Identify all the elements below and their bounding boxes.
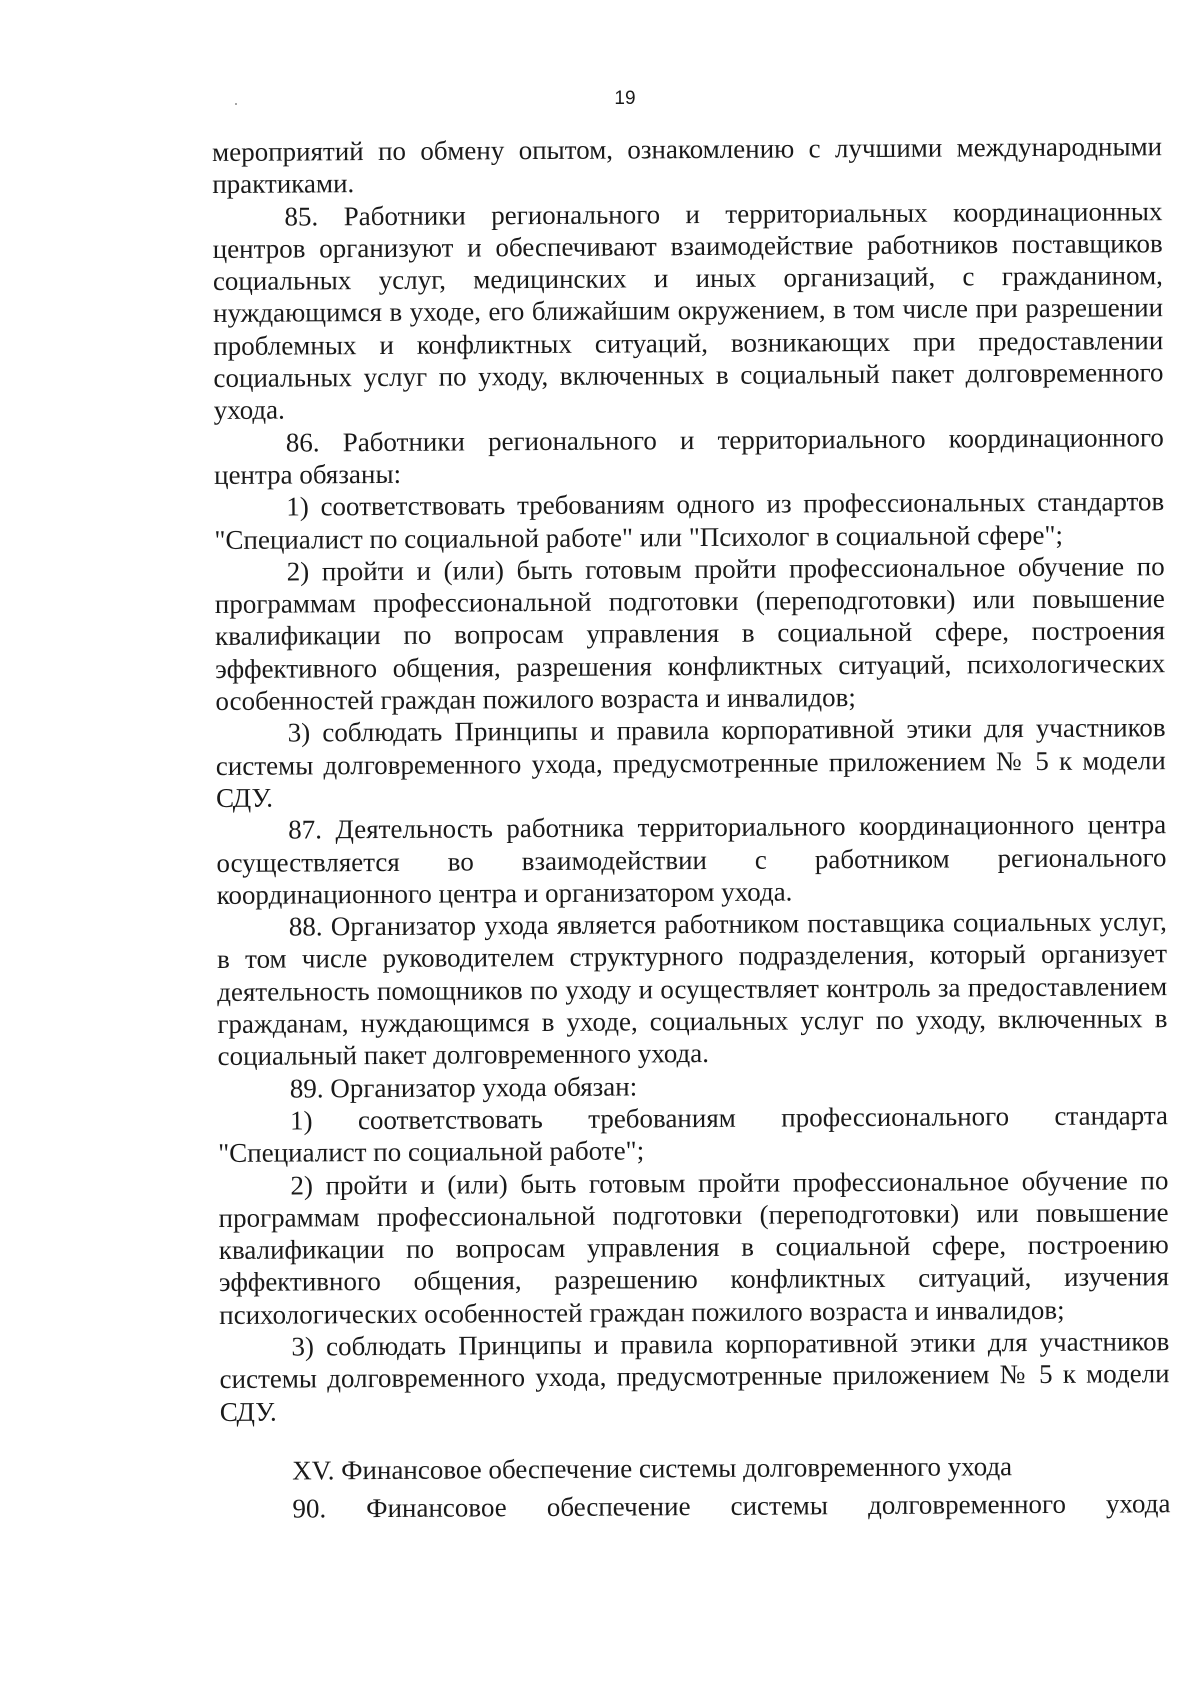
paragraph-88: 88. Организатор ухода является работником поставщика социальных услуг, в том числе руководителем структурного подразделения, который организует деятельность помощников по уходу и осуществляет контроль за предоставлением гражданам, нуждающимся в уходе, социальных услуг по уходу, включенных в социальный пакет долговременного ухода. (216, 906, 1168, 1072)
section-heading: XV. Финансовое обеспечение системы долговременного ухода (292, 1451, 1013, 1486)
page-number: 19 (614, 88, 636, 109)
paragraph-continuation: мероприятий по обмену опытом, ознакомлению с лучшими международными практиками. (212, 131, 1163, 200)
paragraph-85: 85. Работники регионального и территориальных координационных центров организуют и обеспечивают взаимодействие работников поставщиков социальных услуг, медицинских и иных организаций, с гражданином, нуждающимся в уходе, его ближайшим окружением, в том числе при разрешении проблемных и конфликтных ситуаций, возникающих при предоставлении социальных услуг по уходу, включенных в социальный пакет долговременного ухода. (212, 195, 1164, 426)
paragraph-89-item-3: 3) соблюдать Принципы и правила корпоративной этики для участников системы долговременного ухода, предусмотренные приложением № 5 к модели СДУ. (219, 1326, 1170, 1427)
document-body (212, 130, 1170, 1525)
paragraph-87: 87. Деятельность работника территориального координационного центра осуществляется во взаимодействии с работником регионального координационного центра и организатором ухода. (216, 809, 1167, 910)
paragraph-86-item-2: 2) пройти и (или) быть готовым пройти профессиональное обучение по программам профессиональной подготовки (переподготовки) или повышение квалификации по вопросам управления в социальной сфере, построения эффективного общения, разрешения конфликтных ситуаций, психологических особенностей граждан пожилого возраста и инвалидов; (214, 551, 1166, 717)
paragraph-90: 90. Финансовое обеспечение системы долговременного ухода (292, 1488, 1171, 1524)
paragraph-89: 89. Организатор ухода обязан: (289, 1071, 638, 1104)
paragraph-89-item-1: 1) соответствовать требованиям профессионального стандарта "Специалист по социальной работе"; (218, 1100, 1169, 1169)
scan-artifact-dot (235, 103, 237, 105)
paragraph-89-item-2: 2) пройти и (или) быть готовым пройти профессиональное обучение по программам профессиональной подготовки (переподготовки) или повышение квалификации по вопросам управления в социальной сфере, построению эффективного общения, разрешению конфликтных ситуаций, изучения психологических особенностей граждан пожилого возраста и инвалидов; (218, 1164, 1170, 1330)
paragraph-86: 86. Работники регионального и территориального координационного центра обязаны: (213, 421, 1164, 490)
paragraph-86-item-3: 3) соблюдать Принципы и правила корпоративной этики для участников системы долговременного ухода, предусмотренные приложением № 5 к модели СДУ. (215, 712, 1166, 813)
paragraph-86-item-1: 1) соответствовать требованиям одного из профессиональных стандартов "Специалист по социальной работе" или "Психолог в социальной сфере"; (214, 486, 1165, 555)
